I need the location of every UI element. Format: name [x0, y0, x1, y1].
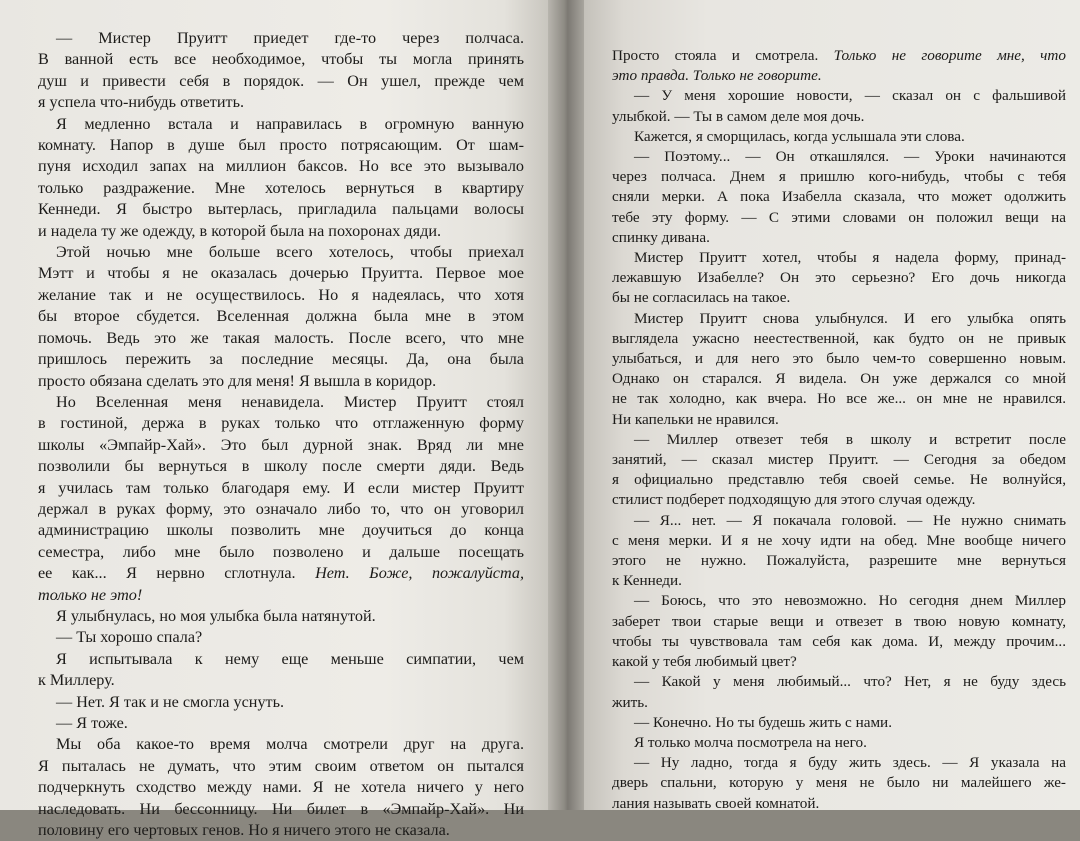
text-line	[38, 692, 524, 713]
text-line	[612, 288, 1066, 308]
book-gutter	[548, 0, 584, 810]
line-text: Однако он старался. Я видела. Он уже держался со мной	[612, 370, 1066, 388]
line-text: желание так и не осуществилось. Но я надеялась, что хотя	[38, 285, 524, 304]
line-text: лания называть своей комнатой.	[612, 794, 820, 812]
line-text: бы второе сбудется. Вселенная должна была мне в этом	[38, 307, 524, 326]
line-text: Я испытывала к нему еще меньше симпатии, чем	[56, 649, 524, 668]
line-text: этого не нужно. Пожалуйста, разрешите мне вернуться	[612, 552, 1066, 570]
line-text: — Ты хорошо спала?	[56, 628, 203, 647]
line-text: Мистер Пруитт хотел, чтобы я надела форму, принад-	[634, 249, 1066, 267]
line-text: занятий, — сказал мистер Пруитт. — Сегодня за обедом	[612, 451, 1066, 469]
line-text: — Я тоже.	[56, 714, 128, 732]
text-line	[612, 632, 1066, 652]
text-line	[612, 612, 1066, 632]
line-text: с меня мерки. И я не хочу идти на обед. Мне вообще ничего	[612, 531, 1066, 549]
line-text: Мэтт и чтобы я не оказалась дочерью Пруитта. Первое мое	[38, 264, 524, 283]
right-page-text	[612, 46, 1066, 814]
line-text: помочь. Ведь это же такая малость. После всего, что мне	[38, 328, 524, 347]
text-line	[38, 756, 524, 777]
line-text: дверь спальни, которую у меня не было ни малейшего же-	[612, 774, 1066, 792]
text-line	[38, 221, 524, 242]
text-line	[38, 349, 524, 370]
text-line	[612, 713, 1066, 733]
text-line	[38, 777, 524, 798]
text-line	[612, 208, 1066, 228]
text-line	[612, 86, 1066, 106]
line-text: чтобы ты чувствовала там себя как дома. И, между прочим...	[612, 632, 1066, 650]
line-text: спинку дивана.	[612, 228, 710, 246]
text-line	[38, 649, 524, 670]
line-text: душ и привести себя в порядок. — Он ушел, прежде чем	[38, 71, 524, 90]
text-line	[612, 268, 1066, 288]
right-page	[584, 0, 1080, 810]
line-text: Мистер Пруитт снова улыбнулся. И его улыбка опять	[634, 309, 1066, 327]
text-line	[38, 135, 524, 156]
line-text: — Поэтому... — Он откашлялся. — Уроки начинаются	[634, 148, 1066, 166]
text-line	[612, 410, 1066, 430]
line-text: жить.	[612, 693, 648, 711]
line-text: через полчаса. Днем я пришлю кого-нибудь, чтобы с тебя	[612, 168, 1066, 186]
text-line	[38, 306, 524, 327]
line-text: к Кеннеди.	[612, 572, 682, 590]
text-line	[38, 156, 524, 177]
line-text: Кеннеди. Я быстро вытерлась, пригладила пальцами волосы	[38, 200, 524, 219]
line-text: бы не согласилась на такое.	[612, 289, 791, 307]
italic-thought: это правда. Только не говорите.	[612, 67, 822, 85]
line-text: В ванной есть все необходимое, чтобы ты могла принять	[38, 50, 524, 69]
line-text: — Ну ладно, тогда я буду жить здесь. — Я указала на	[634, 754, 1066, 772]
text-line	[38, 820, 524, 841]
line-text: наследовать. Ни бессонницу. Ни билет в «Эмпайр-Хай». Ни	[38, 799, 524, 818]
text-line	[612, 531, 1066, 551]
text-line	[38, 28, 524, 49]
line-text: — Боюсь, что это невозможно. Но сегодня днем Миллер	[634, 592, 1066, 610]
text-line	[612, 794, 1066, 814]
text-line	[612, 470, 1066, 490]
text-line	[38, 606, 524, 627]
text-line	[38, 435, 524, 456]
text-line	[38, 328, 524, 349]
left-page-text	[38, 28, 524, 841]
line-text: Я только молча посмотрела на него.	[634, 733, 867, 751]
line-text: пуня исходил запах на миллион баксов. Но все это вызывало	[38, 157, 524, 176]
line-text: я успела что-нибудь ответить.	[38, 93, 245, 112]
line-text: и надела ту же одежду, в которой была на похоронах дяди.	[38, 221, 442, 240]
text-line	[38, 670, 524, 691]
text-line	[38, 178, 524, 199]
line-text: — Какой у меня любимый... что? Нет, я не буду здесь	[634, 673, 1066, 691]
line-text: какой у тебя любимый цвет?	[612, 653, 797, 671]
text-line	[612, 127, 1066, 147]
text-line	[38, 71, 524, 92]
text-line	[612, 66, 1066, 86]
text-line	[612, 450, 1066, 470]
line-text: Я улыбнулась, но моя улыбка была натянутой.	[56, 606, 376, 625]
italic-thought: Только не говорите мне, что	[833, 47, 1066, 64]
line-text: Но Вселенная меня ненавидела. Мистер Пруитт стоял	[56, 392, 524, 411]
text-line	[38, 413, 524, 434]
text-line	[38, 456, 524, 477]
italic-thought: Нет. Боже, пожалуйста,	[315, 564, 525, 583]
text-line	[38, 563, 524, 584]
text-line	[612, 490, 1066, 510]
text-line	[38, 627, 524, 648]
text-line	[612, 248, 1066, 268]
line-text: комнату. Напор в душе был просто потрясающим. От шам-	[38, 136, 524, 155]
line-text: — Мистер Пруитт приедет где-то через полчаса.	[56, 29, 524, 47]
line-text: улыбкой. — Ты в самом деле моя дочь.	[612, 107, 865, 125]
text-line	[38, 114, 524, 135]
text-line	[38, 585, 524, 606]
text-line	[612, 511, 1066, 531]
text-line	[38, 713, 524, 734]
text-line	[38, 92, 524, 113]
text-line	[38, 499, 524, 520]
line-text: держал в руках форму, это означало либо то, что он уговорил	[38, 499, 524, 518]
text-line	[612, 309, 1066, 329]
line-text: к Миллеру.	[38, 671, 115, 690]
italic-thought: только не это!	[38, 585, 143, 604]
text-line	[38, 285, 524, 306]
text-line	[612, 571, 1066, 591]
text-line	[38, 520, 524, 541]
line-text: школы «Эмпайр-Хай». Это был дурной знак. Вряд ли мне	[38, 435, 524, 454]
text-line	[612, 733, 1066, 753]
text-line	[612, 147, 1066, 167]
text-line	[38, 242, 524, 263]
line-text: лежавшую Изабелле? Он это серьезно? Его дочь никогда	[612, 269, 1066, 287]
line-text: улыбаться, и для него это было чем-то совершенно новым.	[612, 350, 1066, 368]
text-line	[612, 187, 1066, 207]
text-line	[612, 652, 1066, 672]
text-line	[612, 591, 1066, 611]
line-text: — У меня хорошие новости, — сказал он с фальшивой	[634, 87, 1066, 105]
line-text: Мы оба какое-то время молча смотрели друг на друга.	[56, 735, 524, 754]
line-text: заберет твои старые вещи и отвезет в твою новую комнату,	[612, 612, 1066, 630]
text-line	[38, 199, 524, 220]
text-line	[612, 107, 1066, 127]
text-line	[38, 392, 524, 413]
line-text: — Миллер отвезет тебя в школу и встретит после	[634, 430, 1066, 448]
line-text: Кажется, я сморщилась, когда услышала эти слова.	[634, 127, 965, 145]
line-text: — Я... нет. — Я покачала головой. — Не нужно снимать	[634, 511, 1066, 529]
text-line	[38, 478, 524, 499]
line-text: Этой ночью мне больше всего хотелось, чтобы приехал	[56, 243, 524, 262]
line-text: пришлось пережить за последние месяцы. Да, она была	[38, 350, 524, 369]
text-line	[38, 263, 524, 284]
text-line	[612, 773, 1066, 793]
line-text: Просто стояла и смотрела.	[612, 47, 819, 64]
text-line	[612, 551, 1066, 571]
line-text: просто обязана сделать это для меня! Я вышла в коридор.	[38, 371, 437, 390]
text-line	[612, 167, 1066, 187]
text-line	[38, 49, 524, 70]
line-text: выглядела ужасно неестественной, как будто он не привык	[612, 329, 1066, 347]
line-text: семестра, либо мне было позволено и дальше посещать	[38, 542, 524, 561]
text-line	[612, 693, 1066, 713]
line-text: ее как... Я нервно сглотнула.	[38, 564, 296, 583]
line-text: в гостиной, держа в руках только что отглаженную форму	[38, 414, 524, 433]
line-text: только раздражение. Мне хотелось вернуться в квартиру	[38, 178, 524, 197]
line-text: — Нет. Я так и не смогла уснуть.	[56, 692, 285, 711]
line-text: я официально представлю тебя своей семье. Не волнуйся,	[612, 471, 1066, 489]
text-line	[612, 369, 1066, 389]
line-text: стилист подберет подходящую для этого случая одежду.	[612, 491, 976, 509]
line-text: Я пыталась не думать, что этим своим ответом он пытался	[38, 756, 524, 775]
text-line	[38, 371, 524, 392]
line-text: — Конечно. Но ты будешь жить с нами.	[634, 713, 892, 731]
text-line	[612, 389, 1066, 409]
line-text: позволили бы вернуться в школу после смерти дяди. Ведь	[38, 457, 524, 476]
text-line	[612, 46, 1066, 66]
line-text: не так холодно, как вчера. Но все же... он мне не нравился.	[612, 390, 1066, 408]
line-text: сняли мерки. А пока Изабелла сказала, что может одолжить	[612, 188, 1066, 206]
text-line	[38, 799, 524, 820]
line-text: Я медленно встала и направилась в огромную ванную	[56, 114, 524, 133]
text-line	[38, 542, 524, 563]
text-line	[612, 349, 1066, 369]
line-text: тебе эту форму. — С этими словами он положил вещи на	[612, 208, 1066, 226]
line-text: администрацию школы позволить мне доучиться до конца	[38, 521, 524, 540]
text-line	[612, 672, 1066, 692]
text-line	[38, 734, 524, 755]
line-text: я училась там только благодаря ему. И если мистер Пруитт	[38, 478, 524, 497]
line-text: половину его чертовых генов. Но я ничего этого не сказала.	[38, 821, 450, 840]
text-line	[612, 228, 1066, 248]
line-text: Ни капельки не нравился.	[612, 410, 779, 428]
line-text: подчеркнуть сходство между нами. Я не хотела ничего у него	[38, 778, 524, 797]
text-line	[612, 753, 1066, 773]
text-line	[612, 430, 1066, 450]
text-line	[612, 329, 1066, 349]
